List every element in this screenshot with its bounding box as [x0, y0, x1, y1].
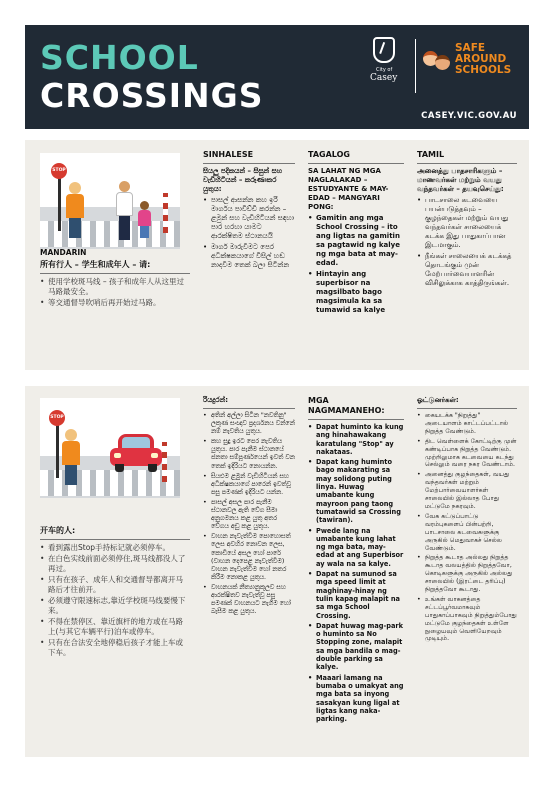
- list-item: • මාර්ග මාරුවීමට පෙර අධීක්ෂකයාගේ විසිල් හඬ නාදවීම තෙක් බලා සිටින්න: [203, 243, 295, 270]
- children-faces-icon: [423, 47, 451, 75]
- tamil-pedestrian-block: [417, 150, 517, 290]
- list-item: • Gamitin ang mga School Crossing – ito ang ligtas na gamitin sa pagtawid ng kalye ng mga bata at may-edad.: [308, 214, 404, 268]
- list-item: • 不得在禁停区、靠近旗杆的地方或在马路上(与其它车辆平行)泊车或停车。: [40, 617, 190, 637]
- list-item: • 等交通督导吹哨后再开始过马路。: [40, 298, 190, 308]
- tamil-driver-lead: ஓட்டுனர்கள்:: [417, 396, 459, 404]
- list-item: • 必须遵守限速标志,靠近学校斑马线要慢下来。: [40, 596, 190, 616]
- casey-logo-name: Casey: [370, 73, 398, 83]
- sinhalese-heading: SINHALESE: [203, 150, 254, 159]
- list-item: • 只有在孩子、成年人和交通督导都离开马路后才往前开。: [40, 575, 190, 595]
- tagalog-driver-block: [308, 396, 404, 725]
- list-item: • Hintayin ang superbisor na magsilbato bago magsimula ka sa tumawid sa kalye: [308, 270, 404, 315]
- casey-crest-icon: [373, 37, 395, 63]
- list-item: • කහ සුදු ඉරට පෙර නැවතිය යුතුය. පාර පැනීම ස්ථානයේ ජනතා සම්පූර්ණයෙන් ඉවත් වන තෙක් ඉදිරියට නොයන්න.: [203, 438, 295, 470]
- zebra-crossing: [40, 470, 180, 496]
- mandarin-lead: 所有行人 – 学生和成年人 – 请:: [40, 260, 151, 269]
- list-item: • අතින් අල්ලා සිටින "නවතිනු" ලකුණ සංඥාව ප්‍රදර්ශනය වන්නේ නම් නැවතිය යුතුය.: [203, 412, 295, 436]
- list-item: • அனைத்து குழந்தைகள், வயது வந்தவர்கள் மற்றும் மேற்பார்வையாளர்கள் சாலையில் இல்லாத போது மட்டுமே நகரவும்.: [417, 471, 517, 511]
- list-item: • உங்கள் வாகனத்தை சட்டப்பூர்வமாகவும் பாதுகாப்பாகவும் நிறுத்தும்போது மட்டுமே குழந்தைகள் உள்ளே நுழையவும் வெளியேறவும் முடியும்.: [417, 596, 517, 643]
- red-car-icon: [110, 434, 162, 472]
- casey-logo-small-text: City of: [376, 67, 393, 73]
- list-item: • පාසල් අසල පාර පැනීම ස්ථානවල ඇති වේග සීමා අනුගමනය කළ යුතු අතර වේගය අඩු කළ යුතුය.: [203, 499, 295, 531]
- safe-around-schools-logo: [423, 41, 523, 91]
- list-item: • திட வெள்ளைக் கோட்டிற்கு முன் கண்டிப்பாக நிறுத்த வேண்டும். முற்றிலுமாக கடவையை கடந்து செல்லும் வரை நகர வேண்டாம்.: [417, 438, 517, 470]
- website-link[interactable]: CASEY.VIC.GOV.AU: [421, 111, 517, 121]
- list-item: • Dapat na sumunod sa mga speed limit at maghinay-hinay ng tulin kapag malapit na sa mga School Crossing.: [308, 570, 404, 620]
- city-of-casey-logo: [363, 37, 407, 95]
- pedestrian-crossing-illustration: [40, 153, 180, 249]
- flag-pole-icon: [163, 193, 168, 233]
- list-item: • கையடக்க "நிறுத்து" அடையாளம் காட்டப்பட்டால் நிறுத்த வேண்டும்.: [417, 412, 517, 436]
- mandarin-pedestrian-block: [40, 248, 190, 309]
- title-line-school: SCHOOL: [40, 38, 199, 77]
- mandarin-heading: MANDARIN: [40, 248, 87, 257]
- list-item: • වාහනයක් නීත්‍යානුකූලව සහ ආරක්ෂිතව නැවැත්වූ පසු පමණක් වාහනයට නැගීම හෝ බැසීම කළ යුතුය.: [203, 584, 295, 616]
- list-item: • Maaari lamang na bumaba o umakyat ang mga bata sa inyong sasakyan kung ligal at ligtas kang naka-parking.: [308, 674, 404, 724]
- tamil-lead: அனைத்து பாதசாரிகளும் – மாணவர்கள் மற்றும் வயது வந்தவர்கள் – தயவுசெய்து:: [417, 167, 504, 193]
- stop-sign-icon: STOP: [51, 163, 67, 179]
- list-item: • வேக கட்டுப்பாட்டு வரம்புகளைப் பின்பற்றி, பாடசாலை கடவைகளுக்கு அருகில் மெதுவாகச் செல்ல வேண்டும்.: [417, 513, 517, 553]
- tagalog-driver-lead: MGA NAGMAMANEHO:: [308, 396, 385, 415]
- list-item: • Dapat huminto ka kung ang hinahawakang karatulang "Stop" ay nakataas.: [308, 423, 404, 456]
- list-item: • 使用学校斑马线 – 孩子和成年人从这里过马路最安全。: [40, 277, 190, 297]
- list-item: • Dapat kang huminto bago makarating sa may solidong puting linya. Huwag umabante kung mayroon pang taong tumatawid sa Crossing (tawiran).: [308, 458, 404, 524]
- list-item: • நிறுத்த கூடாத அல்லது நிறுத்த கூடாத வலயத்தில் நிறுத்தவோ, கொடிகளுக்கு அருகில் அல்லது சாலையில் (இரட்டை தரிப்பு) நிறுத்தவோ கூடாது.: [417, 554, 517, 594]
- title-line-crossings: CROSSINGS: [40, 76, 264, 115]
- list-item: • පාසල් ආසන්න කහ ඉරි මාර්ගය පාවිච්චි කරන්න – ළමුන් සහ වැඩිහිටියන් සඳහා පාර හරහා යාමට ආරක්ෂිතම ස්ථානයයි: [203, 196, 295, 241]
- page-title: [40, 39, 263, 115]
- drivers-panel: [25, 386, 529, 757]
- pedestrians-panel: [25, 140, 529, 370]
- zebra-crossing: [40, 221, 180, 247]
- sinhalese-driver-block: [203, 396, 295, 618]
- stop-sign-icon: STOP: [49, 410, 65, 426]
- driver-crossing-illustration: [40, 398, 180, 498]
- list-item: • நீங்கள் சாலையைக் கடக்கத் தொடங்கும் முன் மேற்பார்வையாளரின் விசிலுக்காக காத்திருங்கள்.: [417, 252, 517, 288]
- list-item: • பாடசாலை கடவையை பயன்படுத்தவும் – குழந்தைகள் மற்றும் வயது வந்தவர்கள் சாலையைக் கடக்க இது பாதுகாப்பான இடமாகும்.: [417, 196, 517, 250]
- safe-around-schools-text: SAFE AROUND SCHOOLS: [455, 42, 512, 76]
- list-item: • වාහන නැවැත්වීම පොහොසත් ලෙස අවහිර නොවන ලෙස, කොඩියේ අසල හෝ පාරේ (වාහන දෙපෙළ නැවැත්වීම) වාහන නැවැත්වීම හෝ නතර කිරීම නොකළ යුතුය.: [203, 533, 295, 582]
- tamil-driver-block: [417, 396, 517, 645]
- flag-pole-icon: [162, 442, 167, 482]
- list-item: • සියළුම ළමුන් වැඩිහිටියන් සහ අධීක්ෂකයාගේ පාරෙන් ඉවත්වූ පසු පමණක් ඉදිරියට යන්න.: [203, 473, 295, 497]
- logo-divider: [415, 39, 416, 93]
- tagalog-heading: TAGALOG: [308, 150, 350, 159]
- list-item: • 只有在合法安全地停稳后孩子才能上车或下车。: [40, 638, 190, 658]
- header-banner: [25, 25, 529, 129]
- sinhalese-lead: සියලු පදිකයන් – සිසුන් සහ වැඩිහිටියන් – කරුණාකර යුතුය:: [203, 167, 283, 193]
- list-item: • Pwede lang na umabante kung lahat ng mga bata, may-edad at ang Superbisor ay wala na sa kalye.: [308, 527, 404, 568]
- mandarin-driver-lead: 开车的人:: [40, 526, 76, 535]
- tagalog-pedestrian-block: [308, 150, 404, 317]
- list-item: • Dapat huwag mag-park o huminto sa No Stopping zone, malapit sa mga bandila o mag-double parking sa kalye.: [308, 622, 404, 672]
- mandarin-driver-block: [40, 524, 190, 659]
- sinhalese-driver-lead: රියදුරන්:: [203, 396, 229, 404]
- list-item: • 看到露出Stop手持标记就必须停车。: [40, 543, 190, 553]
- tamil-heading: TAMIL: [417, 150, 445, 159]
- tagalog-lead: SA LAHAT NG MGA NAGLALAKAD – ESTUDYANTE & MAY-EDAD – MANGYARI PONG:: [308, 167, 389, 211]
- sinhalese-pedestrian-block: [203, 150, 295, 272]
- list-item: • 在白色实线前面必须停住,斑马线都没人了再过。: [40, 554, 190, 574]
